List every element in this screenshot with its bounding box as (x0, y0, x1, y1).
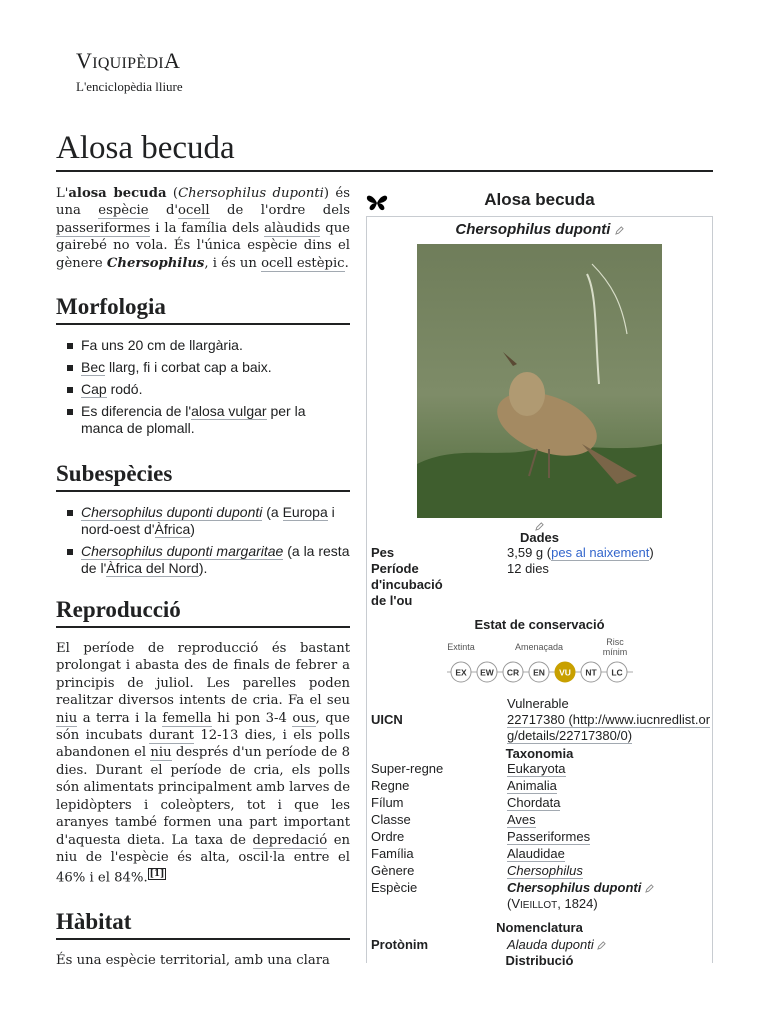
taxonomy-link[interactable]: Animalia (507, 778, 557, 793)
taxonomy-link[interactable]: Alaudidae (507, 846, 565, 861)
link-subspecies-margaritae[interactable]: Chersophilus duponti margaritae (81, 543, 284, 560)
link-femella[interactable]: femella (162, 710, 212, 726)
taxonomy-link[interactable]: Passeriformes (507, 829, 591, 844)
infobox-title: Alosa becuda (484, 190, 595, 209)
taxonomy-row (367, 863, 712, 879)
intro-paragraph: L'alosa becuda (Chersophilus duponti) és una espècie d'ocell de l'ordre dels passeriformes i la família dels alàudids que gairebé no vola. És l'única espècie dins el gènere Chersophilus, i és un ocell estèpic. (56, 186, 350, 271)
label-amenacada: Amenaçada (514, 642, 564, 652)
reproduccio-paragraph: El període de reproducció és bastant prolongat i abasta des de finals de febrer a principis de juliol. Les parelles poden realitzar diversos intents de cria. Fa el seu niu a terra i la femella hi pon 3-4 ous, que són incubats durant 12-13 dies, i els polls abandonen el niu després d'un període de 8 dies. Durant el període de cria, els polls són alimentats principalment amb larves de lepidòpters i coleòpters, tot i que les aranyes també formen una part important d'aquesta dieta. La taxa de depredació en niu de l'espècie és alta, oscil·la entre el 46% i el 84%. [1] (56, 641, 351, 886)
link-europa[interactable]: Europa (282, 504, 328, 521)
logo-tagline: L'enciclopèdia lliure (76, 79, 183, 94)
site-logo[interactable] (76, 50, 183, 95)
status-code-nt: NT (585, 667, 597, 678)
taxonomy-link[interactable]: Chordata (507, 795, 561, 810)
link-alosa-vulgar[interactable]: alosa vulgar (191, 403, 267, 420)
bird-photo[interactable] (417, 244, 662, 518)
section-dades: Dades (519, 530, 560, 545)
status-vulnerable: Vulnerable (507, 696, 569, 711)
list-item: Fa uns 20 cm de llargària. (81, 337, 350, 354)
edit-pencil-icon[interactable] (597, 941, 606, 950)
taxonomy-rank: Super-regne (371, 761, 444, 776)
taxonomy-rank: Gènere (371, 863, 415, 878)
row-pes: Pes 3,59 g (pes al naixement) (371, 545, 654, 560)
link-ocell[interactable]: ocell (178, 203, 210, 219)
link-niu[interactable]: niu (56, 710, 78, 726)
row-incubacio: Període d'incubació de l'ou 12 dies (371, 561, 549, 608)
link-uicn[interactable]: 22717380 (http://www.iucnredlist.org/details/22717380/0) (507, 712, 711, 743)
link-durant[interactable]: durant (149, 728, 194, 744)
article-body (56, 185, 350, 970)
status-code-lc: LC (611, 667, 623, 678)
logo-wordmark: VIQUIPÈDIA (76, 48, 181, 73)
row-protonim: Protònim Alauda duponti (367, 937, 712, 953)
edit-pencil-icon[interactable] (615, 226, 624, 235)
taxonomy-list (367, 761, 712, 879)
taxonomy-rank: Regne (371, 778, 410, 793)
taxonomy-link[interactable]: Eukaryota (507, 761, 566, 776)
link-bec[interactable]: Bec (81, 359, 106, 376)
taxonomy-row (367, 795, 712, 811)
reference-link[interactable]: [1] (149, 869, 165, 880)
taxonomy-rank: Fílum (371, 795, 404, 810)
butterfly-icon (366, 194, 388, 212)
taxonomy-rank: Ordre (371, 829, 405, 844)
conservation-status-scale (367, 636, 712, 696)
taxonomy-row (367, 812, 712, 828)
taxonomy-row (367, 778, 712, 794)
page-title: Alosa becuda (56, 128, 713, 172)
section-heading-habitat: Hàbitat (56, 907, 350, 940)
status-circles (451, 662, 627, 682)
infobox (366, 190, 713, 968)
taxonomy-row (367, 829, 712, 845)
section-distribucio: Distribució (505, 953, 574, 968)
status-code-en: EN (533, 667, 545, 678)
link-cap[interactable]: Cap (81, 381, 107, 398)
link-africa[interactable]: Àfrica (154, 521, 191, 538)
link-niu-2[interactable]: niu (150, 745, 172, 761)
section-heading-subespecies: Subespècies (56, 459, 350, 492)
list-item: Cap rodó. (81, 381, 350, 398)
subespecies-list (56, 504, 350, 577)
row-especie: Espècie Chersophilus duponti (VIEILLOT, 1824) (367, 880, 712, 914)
section-taxonomia: Taxonomia (505, 746, 574, 761)
status-code-vu: VU (559, 667, 571, 678)
section-heading-reproduccio: Reproducció (56, 595, 350, 628)
taxonomy-row (367, 761, 712, 777)
list-item: Chersophilus duponti margaritae (a la resta de l'Àfrica del Nord). (81, 543, 350, 577)
link-depredacio[interactable]: depredació (252, 832, 328, 848)
list-item: Bec llarg, fi i corbat cap a baix. (81, 359, 350, 376)
edit-pencil-icon[interactable] (645, 884, 654, 893)
status-code-ex: EX (455, 667, 467, 678)
infobox-body (366, 216, 713, 968)
section-heading-morfologia: Morfologia (56, 292, 350, 325)
taxonomy-rank: Classe (371, 812, 411, 827)
list-item: Chersophilus duponti duponti (a Europa i nord-oest d'Àfrica) (81, 504, 350, 538)
taxonomy-rank: Família (371, 846, 414, 861)
list-item: Es diferencia de l'alosa vulgar per la manca de plomall. (81, 403, 350, 437)
section-estat: Estat de conservació (474, 617, 605, 632)
taxonomy-row (367, 846, 712, 862)
link-alaudids[interactable]: alàudids (264, 220, 321, 236)
row-uicn: UICN 22717380 (http://www.iucnredlist.org/details/22717380/0) (371, 712, 711, 743)
link-passeriformes[interactable]: passeriformes (56, 220, 151, 236)
taxonomy-link[interactable]: Chersophilus (507, 863, 583, 878)
taxonomy-link[interactable]: Aves (507, 812, 536, 827)
link-subspecies-duponti[interactable]: Chersophilus duponti duponti (81, 504, 263, 521)
infobox-subtitle: Chersophilus duponti (367, 221, 712, 238)
link-ocell-estepic[interactable]: ocell estèpic (261, 255, 345, 271)
label-minim: mínim (602, 647, 628, 657)
habitat-paragraph: És una espècie territorial, amb una clara (56, 953, 330, 969)
link-especie[interactable]: espècie (98, 203, 149, 219)
link-africa-nord[interactable]: Àfrica del Nord (106, 560, 199, 577)
morfologia-list (56, 337, 350, 437)
infobox-header (366, 190, 713, 216)
label-risc: Risc (606, 637, 624, 647)
section-nomenclatura: Nomenclatura (496, 920, 583, 935)
link-pes-naixement[interactable]: pes al naixement (551, 545, 650, 560)
status-code-cr: CR (506, 667, 520, 678)
label-extinta: Extinta (447, 642, 475, 652)
status-code-ew: EW (480, 667, 494, 678)
link-ous[interactable]: ous (292, 710, 316, 726)
